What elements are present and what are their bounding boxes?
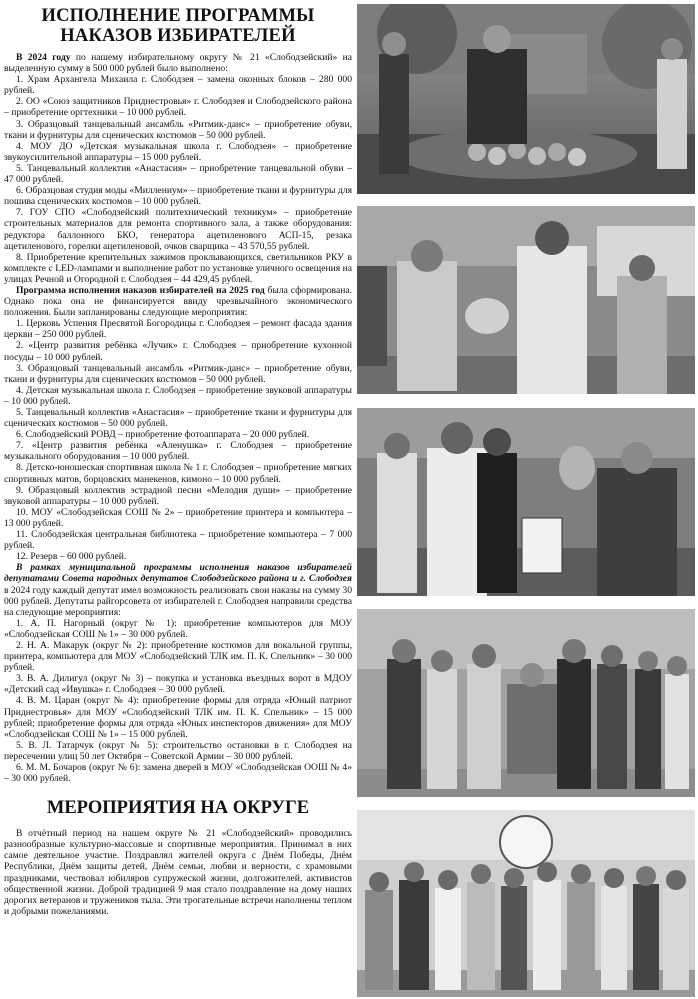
list-item: 10. МОУ «Слободзейская СОШ № 2» – приобретение принтера и компьютера – 13 000 рублей. — [4, 506, 352, 529]
photo-certificate — [357, 408, 695, 596]
photo-group-elders — [357, 609, 695, 797]
list-item: 3. В. А. Дилигул (округ № 3) – покупка и установка въездных ворот в МДОУ «Детский сад «Ивушка» г. Слободзея – 30 000 рублей. — [4, 673, 352, 696]
events-title: МЕРОПРИЯТИЯ НА ОКРУГЕ — [46, 798, 310, 819]
list-item: 8. Детско-юношеская спортивная школа № 1 г. Слободзея – приобретение мягких спортивных матов, борцовских манекенов, кимоно – 10 000 рублей. — [4, 462, 352, 485]
list-item: 6. Образцовая студия моды «Миллениум» – приобретение ткани и фурнитуры для пошива сценических костюмов – 10 000 рублей. — [4, 185, 352, 208]
program-2025-bold: Программа исполнения наказов избирателей на 2025 год — [16, 284, 265, 296]
photo-stage-group — [357, 810, 695, 997]
intro-text: по нашему избирательному округу № 21 «Слободзейский» на выделенную сумму в 500 000 рублей было выполнено: — [4, 52, 352, 75]
article-title-line: ИСПОЛНЕНИЕ ПРОГРАММЫ — [41, 6, 315, 26]
list-item: 7. «Центр развития ребёнка «Аленушка» г. Слободзея – приобретение музыкального оборудования – 10 000 рублей. — [4, 440, 352, 463]
photo-memorial — [357, 4, 695, 194]
intro-paragraph — [4, 52, 352, 74]
list-item: 4. МОУ ДО «Детская музыкальная школа г. Слободзея» – приобретение звукоусилительной аппаратуры – 15 000 рублей. — [4, 140, 352, 163]
list-item: 9. Образцовый коллектив эстрадной песни «Мелодия души» – приобретение звуковой аппаратуры – 10 000 рублей. — [4, 484, 352, 507]
list-item: 3. Образцовый танцевальный ансамбль «Ритмик-данс» – приобретение обуви, ткани и фурнитуры для сценических костюмов – 50 000 рублей. — [4, 362, 352, 385]
program-2025-paragraph — [4, 285, 352, 318]
article-column — [4, 0, 352, 917]
article-title — [4, 6, 352, 46]
list-item: 8. Приобретение крепительных зажимов проклывающихся, светильников РКУ в комплекте с LED-лампами и выполнение работ по установке уличного освещения на улицах Речной и Огородной г. Слободзея – 44 429,45 рублей. — [4, 251, 352, 285]
council-paragraph — [4, 562, 352, 617]
article-body — [4, 52, 352, 784]
list-item: 5. Танцевальный коллектив «Анастасия» – приобретение ткани и фурнитуры для сценических костюмов – 50 000 рублей. — [4, 407, 352, 430]
list-item: 3. Образцовый танцевальный ансамбль «Ритмик-данс» – приобретение обуви, ткани и фурнитуры для сценических костюмов – 50 000 рублей. — [4, 118, 352, 141]
list-item: 11. Слободзейская центральная библиотека – приобретение компьютера – 7 000 рублей. — [4, 529, 352, 552]
events-body — [4, 828, 352, 917]
article-title-line: НАКАЗОВ ИЗБИРАТЕЛЕЙ — [60, 26, 296, 46]
list-item: 1. Храм Архангела Михаила г. Слободзея – замена оконных блоков – 280 000 рублей. — [4, 74, 352, 97]
list-item: 12. Резерв – 60 000 рублей. — [16, 551, 127, 563]
list-item: 2. ОО «Союз защитников Приднестровья» г. Слободзея и Слободзейского района – приобретение оргтехники – 10 000 рублей. — [4, 96, 352, 119]
list-item: 6. М. М. Бочаров (округ № 6): замена дверей в МОУ «Слободзейская ООШ № 4» – 30 000 рублей. — [4, 762, 352, 785]
council-text: в 2024 году каждый депутат имел возможность реализовать свои наказы на сумму 30 000 рублей. Депутаты райгорсовета от избирателей г. Слободзея направили средства на следующие мероприятия: — [4, 584, 352, 618]
photo-award-outdoor — [357, 206, 695, 394]
list-item: 7. ГОУ СПО «Слободзейский политехнический техникум» – приобретение строительных материалов для ремонта спортивного зала, а также оборудования: редуктора баллонного БКО, генератора ацетиленового АСП-15, резака ацетиленового, горелки ацетиленовой, очков сварщика – 43 570,55 рублей. — [4, 207, 352, 252]
program-2025-text: была сформирована. Однако пока она не финансируется ввиду чрезвычайного экономического положения. Были запланированы следующие мероприятия: — [4, 284, 352, 319]
events-paragraph: В отчётный период на нашем округе № 21 «Слободзейский» проводились разнообразные культурно-массовые и спортивные мероприятия. Принимал в них самое деятельное участие. Поздравлял жителей округа с Днём Победы, Днём Республики, Днём защиты детей, Днём семьи, любви и верности, с храмовыми праздниками, чествовал юбиляров супружеской жизни, долгожителей, активистов общественной жизни. Доброй традицией 9 мая стало поздравление на дому наших дорогих ветеранов и тружеников тыла. Эти трогательные встречи наполнены теплом и добрыми пожеланиями. — [4, 828, 352, 917]
intro-bold: В 2024 году — [16, 52, 71, 63]
council-bold-italic: В рамках муниципальной программы исполнения наказов избирателей депутатами Совета народных депутатов Слободзейского района и г. Слободзея — [4, 562, 352, 585]
list-item: 2. «Центр развития ребёнка «Лучик» г. Слободзея – приобретение кухонной посуды – 10 000 рублей. — [4, 340, 352, 363]
list-item: 1. А. П. Нагорный (округ № 1): приобретение компьютеров для МОУ «Слободзейская СОШ № 1» – 30 000 рублей. — [4, 617, 352, 640]
list-item: 1. Церковь Успения Пресвятой Богородицы г. Слободзея – ремонт фасада здания церкви – 250 000 рублей. — [4, 318, 352, 341]
list-item: 4. Детская музыкальная школа г. Слободзея – приобретение звуковой аппаратуры – 10 000 рублей. — [4, 384, 352, 407]
list-item: 5. В. Л. Татарчук (округ № 5): строительство остановки в г. Слободзея на пересечении улиц 50 лет Октября – Советской Армии – 30 000 рублей. — [4, 739, 352, 762]
list-item: 5. Танцевальный коллектив «Анастасия» – приобретение танцевальной обуви – 47 000 рублей. — [4, 162, 352, 186]
list-item: 6. Слободзейский РОВД – приобретение фотоаппарата – 20 000 рублей. — [16, 429, 310, 441]
list-item: 4. В. М. Царан (округ № 4): приобретение формы для отряда «Юный патриот Приднестровья» для МОУ «Слободзейский ТЛК им. П. К. Спельник» – 15 000 рублей; приобретение формы для отряда «Юных инспекторов движения» для МОУ «Слободзейская СОШ № 1» – 15 000 рублей. — [4, 695, 352, 740]
list-item: 2. Н. А. Макарук (округ № 2): приобретение костюмов для вокальной группы, принтера, компьютера для МОУ «Слободзейский ТЛК им. П. К. Спельник» – 30 000 рублей. — [4, 639, 352, 674]
